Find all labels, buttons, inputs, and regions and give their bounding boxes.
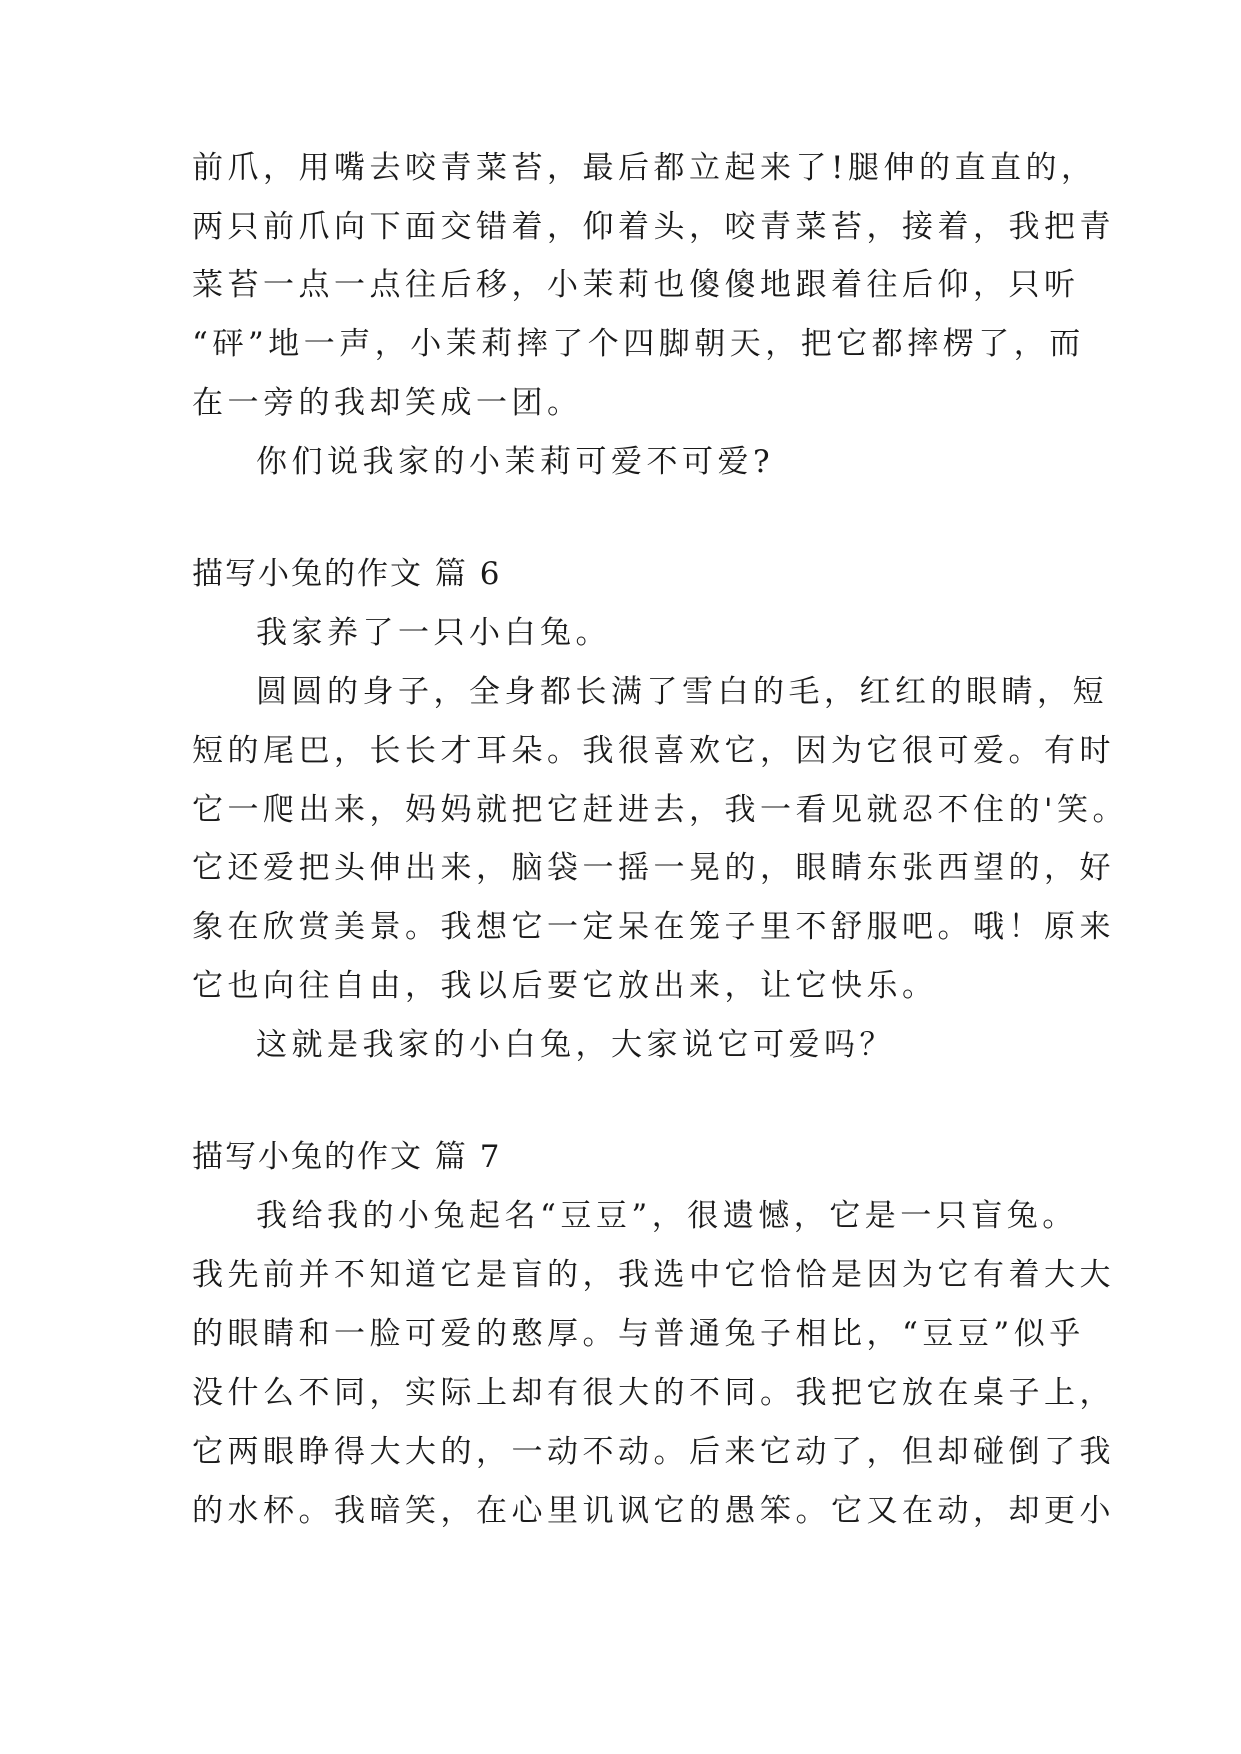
paragraph-line: 它也向往自由，我以后要它放出来，让它快乐。: [192, 968, 938, 1004]
paragraph-line: 在一旁的我却笑成一团。: [192, 385, 583, 421]
paragraph-line: 的水杯。我暗笑，在心里讥讽它的愚笨。它又在动，却更小: [192, 1493, 1115, 1529]
paragraph-line: “砰”地一声，小茉莉摔了个四脚朝天，把它都摔楞了，而: [192, 326, 1085, 362]
paragraph-line: 短的尾巴，长长才耳朵。我很喜欢它，因为它很可爱。有时: [192, 733, 1115, 769]
section-heading: 描写小兔的作文 篇 7: [192, 1139, 502, 1175]
paragraph-line: 没什么不同，实际上却有很大的不同。我把它放在桌子上，: [192, 1375, 1115, 1411]
paragraph-line: 我给我的小兔起名“豆豆”，很遗憾，它是一只盲兔。: [256, 1198, 1078, 1234]
paragraph-line: 前爪，用嘴去咬青菜苔，最后都立起来了!腿伸的直直的，: [192, 150, 1097, 186]
paragraph-line: 象在欣赏美景。我想它一定呆在笼子里不舒服吧。哦！原来: [192, 909, 1115, 945]
paragraph-line: 圆圆的身子，全身都长满了雪白的毛，红红的眼睛，短: [256, 674, 1108, 710]
closing-line: 这就是我家的小白兔，大家说它可爱吗？: [256, 1027, 895, 1063]
paragraph-line: 它一爬出来，妈妈就把它赶进去，我一看见就忍不住的'笑。: [192, 792, 1129, 828]
paragraph-line: 我家养了一只小白兔。: [256, 615, 611, 651]
closing-line: 你们说我家的小茉莉可爱不可爱?: [256, 444, 775, 480]
paragraph-line: 它还爱把头伸出来，脑袋一摇一晃的，眼睛东张西望的，好: [192, 850, 1115, 886]
paragraph-line: 它两眼睁得大大的，一动不动。后来它动了，但却碰倒了我: [192, 1434, 1115, 1470]
paragraph-line: 的眼睛和一脸可爱的憨厚。与普通兔子相比，“豆豆”似乎: [192, 1316, 1085, 1352]
section-heading: 描写小兔的作文 篇 6: [192, 556, 502, 592]
paragraph-line: 菜苔一点一点往后移，小茉莉也傻傻地跟着往后仰，只听: [192, 267, 1080, 303]
paragraph-line: 两只前爪向下面交错着，仰着头，咬青菜苔，接着，我把青: [192, 209, 1115, 245]
paragraph-line: 我先前并不知道它是盲的，我选中它恰恰是因为它有着大大: [192, 1257, 1115, 1293]
